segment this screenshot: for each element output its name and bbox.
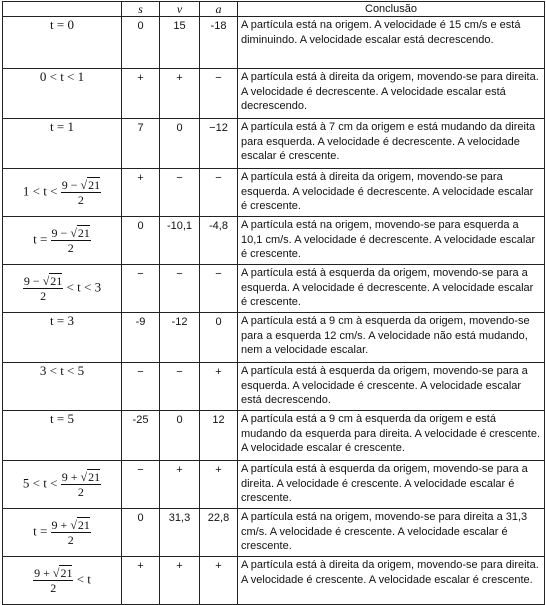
acceleration-cell: -4,8 — [200, 217, 238, 265]
frac-radicand: 21 — [77, 518, 90, 532]
motion-analysis-table — [2, 1, 545, 605]
position-cell: − — [122, 461, 160, 509]
frac-radicand: 21 — [50, 274, 63, 288]
table-row — [3, 557, 545, 605]
conclusion-cell: A partícula está à 7 cm da origem e está mudando da direita para esquerda. A velocidade é decrescente. A velocidade escalar é crescente. — [238, 119, 545, 169]
interval-cell — [3, 119, 122, 169]
frac-denominator: 2 — [77, 193, 84, 207]
acceleration-cell: − — [200, 265, 238, 313]
interval-text: t = 0 — [50, 17, 74, 32]
interval-cell — [3, 69, 122, 119]
acceleration-cell: + — [200, 557, 238, 605]
table-row — [3, 119, 545, 169]
interval-cell — [3, 363, 122, 411]
velocity-cell: − — [160, 265, 200, 313]
conclusion-cell: A partícula está na origem, movendo-se para direita a 31,3 cm/s. A velocidade é crescente. A velocidade escalar é crescente. — [238, 509, 545, 557]
interval-text: t = 5 — [50, 411, 74, 426]
frac-numerator: 9 + — [51, 518, 71, 532]
fraction: $\frac{9 - √21}{2}$ — [23, 274, 63, 303]
acceleration-cell: -18 — [200, 17, 238, 69]
acceleration-cell: 22,8 — [200, 509, 238, 557]
acceleration-cell: 0 — [200, 313, 238, 363]
frac-radicand: 21 — [88, 470, 101, 484]
interval-suffix: < t < 3 — [66, 279, 102, 295]
position-cell: − — [122, 363, 160, 411]
position-cell: + — [122, 69, 160, 119]
position-cell: − — [122, 265, 160, 313]
fraction: $\frac{9 + √21}{2}$ — [51, 518, 90, 547]
frac-denominator: 2 — [40, 289, 47, 303]
interval-cell — [3, 509, 122, 557]
conclusion-cell: A partícula está à esquerda da origem, movendo-se para a esquerda. A velocidade é decrescente. A velocidade escalar é crescente. — [238, 265, 545, 313]
acceleration-cell: − — [200, 169, 238, 217]
interval-cell — [3, 217, 122, 265]
interval-text: t = 3 — [50, 313, 74, 328]
table-row — [3, 17, 545, 69]
interval-cell — [3, 265, 122, 313]
velocity-cell: + — [160, 461, 200, 509]
interval-cell — [3, 557, 122, 605]
conclusion-cell: A partícula está à esquerda da origem, movendo-se para a direita. A velocidade é crescente. A velocidade escalar é crescente. — [238, 461, 545, 509]
acceleration-cell: 12 — [200, 411, 238, 461]
table-row — [3, 509, 545, 557]
header-velocity: v — [160, 2, 200, 17]
table-row — [3, 217, 545, 265]
frac-numerator: 9 − — [23, 274, 43, 288]
velocity-cell: 0 — [160, 119, 200, 169]
conclusion-cell: A partícula está à direita da origem, movendo-se para direita. A velocidade é decrescente. A velocidade escalar está decrescendo. — [238, 69, 545, 119]
position-cell: 0 — [122, 217, 160, 265]
interval-text: t = 1 — [50, 119, 74, 134]
table-row — [3, 461, 545, 509]
velocity-cell: − — [160, 169, 200, 217]
conclusion-cell: A partícula está a 9 cm à esquerda da origem, movendo-se para a esquerda 12 cm/s. A velocidade não está mudando, nem a velocidade escalar. — [238, 313, 545, 363]
table-row — [3, 411, 545, 461]
frac-radicand: 21 — [88, 178, 101, 192]
frac-denominator: 2 — [67, 241, 74, 255]
interval-prefix: 1 < t < — [22, 183, 58, 199]
frac-denominator: 2 — [50, 581, 57, 595]
frac-denominator: 2 — [77, 485, 84, 499]
table-row — [3, 169, 545, 217]
velocity-cell: -10,1 — [160, 217, 200, 265]
velocity-cell: -12 — [160, 313, 200, 363]
position-cell: 0 — [122, 509, 160, 557]
velocity-cell: 0 — [160, 411, 200, 461]
fraction: $\frac{9 + √21}{2}$ — [61, 470, 101, 499]
fraction: $\frac{9 + √21}{2}$ — [34, 566, 73, 595]
table-row — [3, 265, 545, 313]
position-cell: + — [122, 169, 160, 217]
acceleration-cell: + — [200, 461, 238, 509]
interval-cell — [3, 313, 122, 363]
interval-cell — [3, 17, 122, 69]
interval-cell — [3, 411, 122, 461]
acceleration-cell: + — [200, 363, 238, 411]
table-header-row — [3, 2, 545, 17]
conclusion-cell: A partícula está à esquerda da origem, movendo-se para a esquerda. A velocidade é crescente. A velocidade escalar está decrescendo. — [238, 363, 545, 411]
table-row — [3, 363, 545, 411]
conclusion-cell: A partícula está à direita da origem, movendo-se para direita. A velocidade é crescente. A velocidade escalar é crescente. — [238, 557, 545, 605]
header-interval — [3, 2, 122, 17]
frac-numerator: 9 − — [61, 178, 81, 192]
frac-radicand: 21 — [60, 566, 73, 580]
header-acceleration: a — [200, 2, 238, 17]
frac-denominator: 2 — [67, 533, 74, 547]
velocity-cell: 31,3 — [160, 509, 200, 557]
table-row — [3, 313, 545, 363]
acceleration-cell: − — [200, 69, 238, 119]
velocity-cell: 15 — [160, 17, 200, 69]
interval-text: 0 < t < 1 — [39, 69, 85, 84]
velocity-cell: − — [160, 363, 200, 411]
position-cell: -25 — [122, 411, 160, 461]
frac-radicand: 21 — [77, 226, 90, 240]
acceleration-cell: −12 — [200, 119, 238, 169]
position-cell: 0 — [122, 17, 160, 69]
table-row — [3, 69, 545, 119]
conclusion-cell: A partícula está à direita da origem, movendo-se para esquerda. A velocidade é decrescente. A velocidade escalar é crescente. — [238, 169, 545, 217]
interval-prefix: t = — [33, 523, 48, 539]
header-position: s — [122, 2, 160, 17]
position-cell: -9 — [122, 313, 160, 363]
interval-cell — [3, 461, 122, 509]
frac-numerator: 9 − — [51, 226, 71, 240]
velocity-cell: + — [160, 69, 200, 119]
position-cell: + — [122, 557, 160, 605]
interval-prefix: t = — [33, 231, 48, 247]
header-conclusion: Conclusão — [238, 2, 545, 17]
conclusion-cell: A partícula está a 9 cm à esquerda da origem e está mudando da esquerda para direita. A velocidade é crescente. A velocidade escalar é crescente. — [238, 411, 545, 461]
frac-numerator: 9 + — [61, 470, 81, 484]
interval-prefix: 5 < t < — [22, 475, 58, 491]
fraction: $\frac{9 - √21}{2}$ — [51, 226, 90, 255]
conclusion-cell: A partícula está na origem. A velocidade é 15 cm/s e está diminuindo. A velocidade escalar está decrescendo. — [238, 17, 545, 69]
position-cell: 7 — [122, 119, 160, 169]
velocity-cell: + — [160, 557, 200, 605]
fraction: $\frac{9 - √21}{2}$ — [61, 178, 101, 207]
conclusion-cell: A partícula está na origem, movendo-se para esquerda a 10,1 cm/s. A velocidade é decrescente. A velocidade escalar é crescente. — [238, 217, 545, 265]
frac-numerator: 9 + — [34, 566, 53, 580]
interval-text: 3 < t < 5 — [39, 363, 85, 378]
interval-cell — [3, 169, 122, 217]
interval-suffix: < t — [76, 571, 91, 587]
